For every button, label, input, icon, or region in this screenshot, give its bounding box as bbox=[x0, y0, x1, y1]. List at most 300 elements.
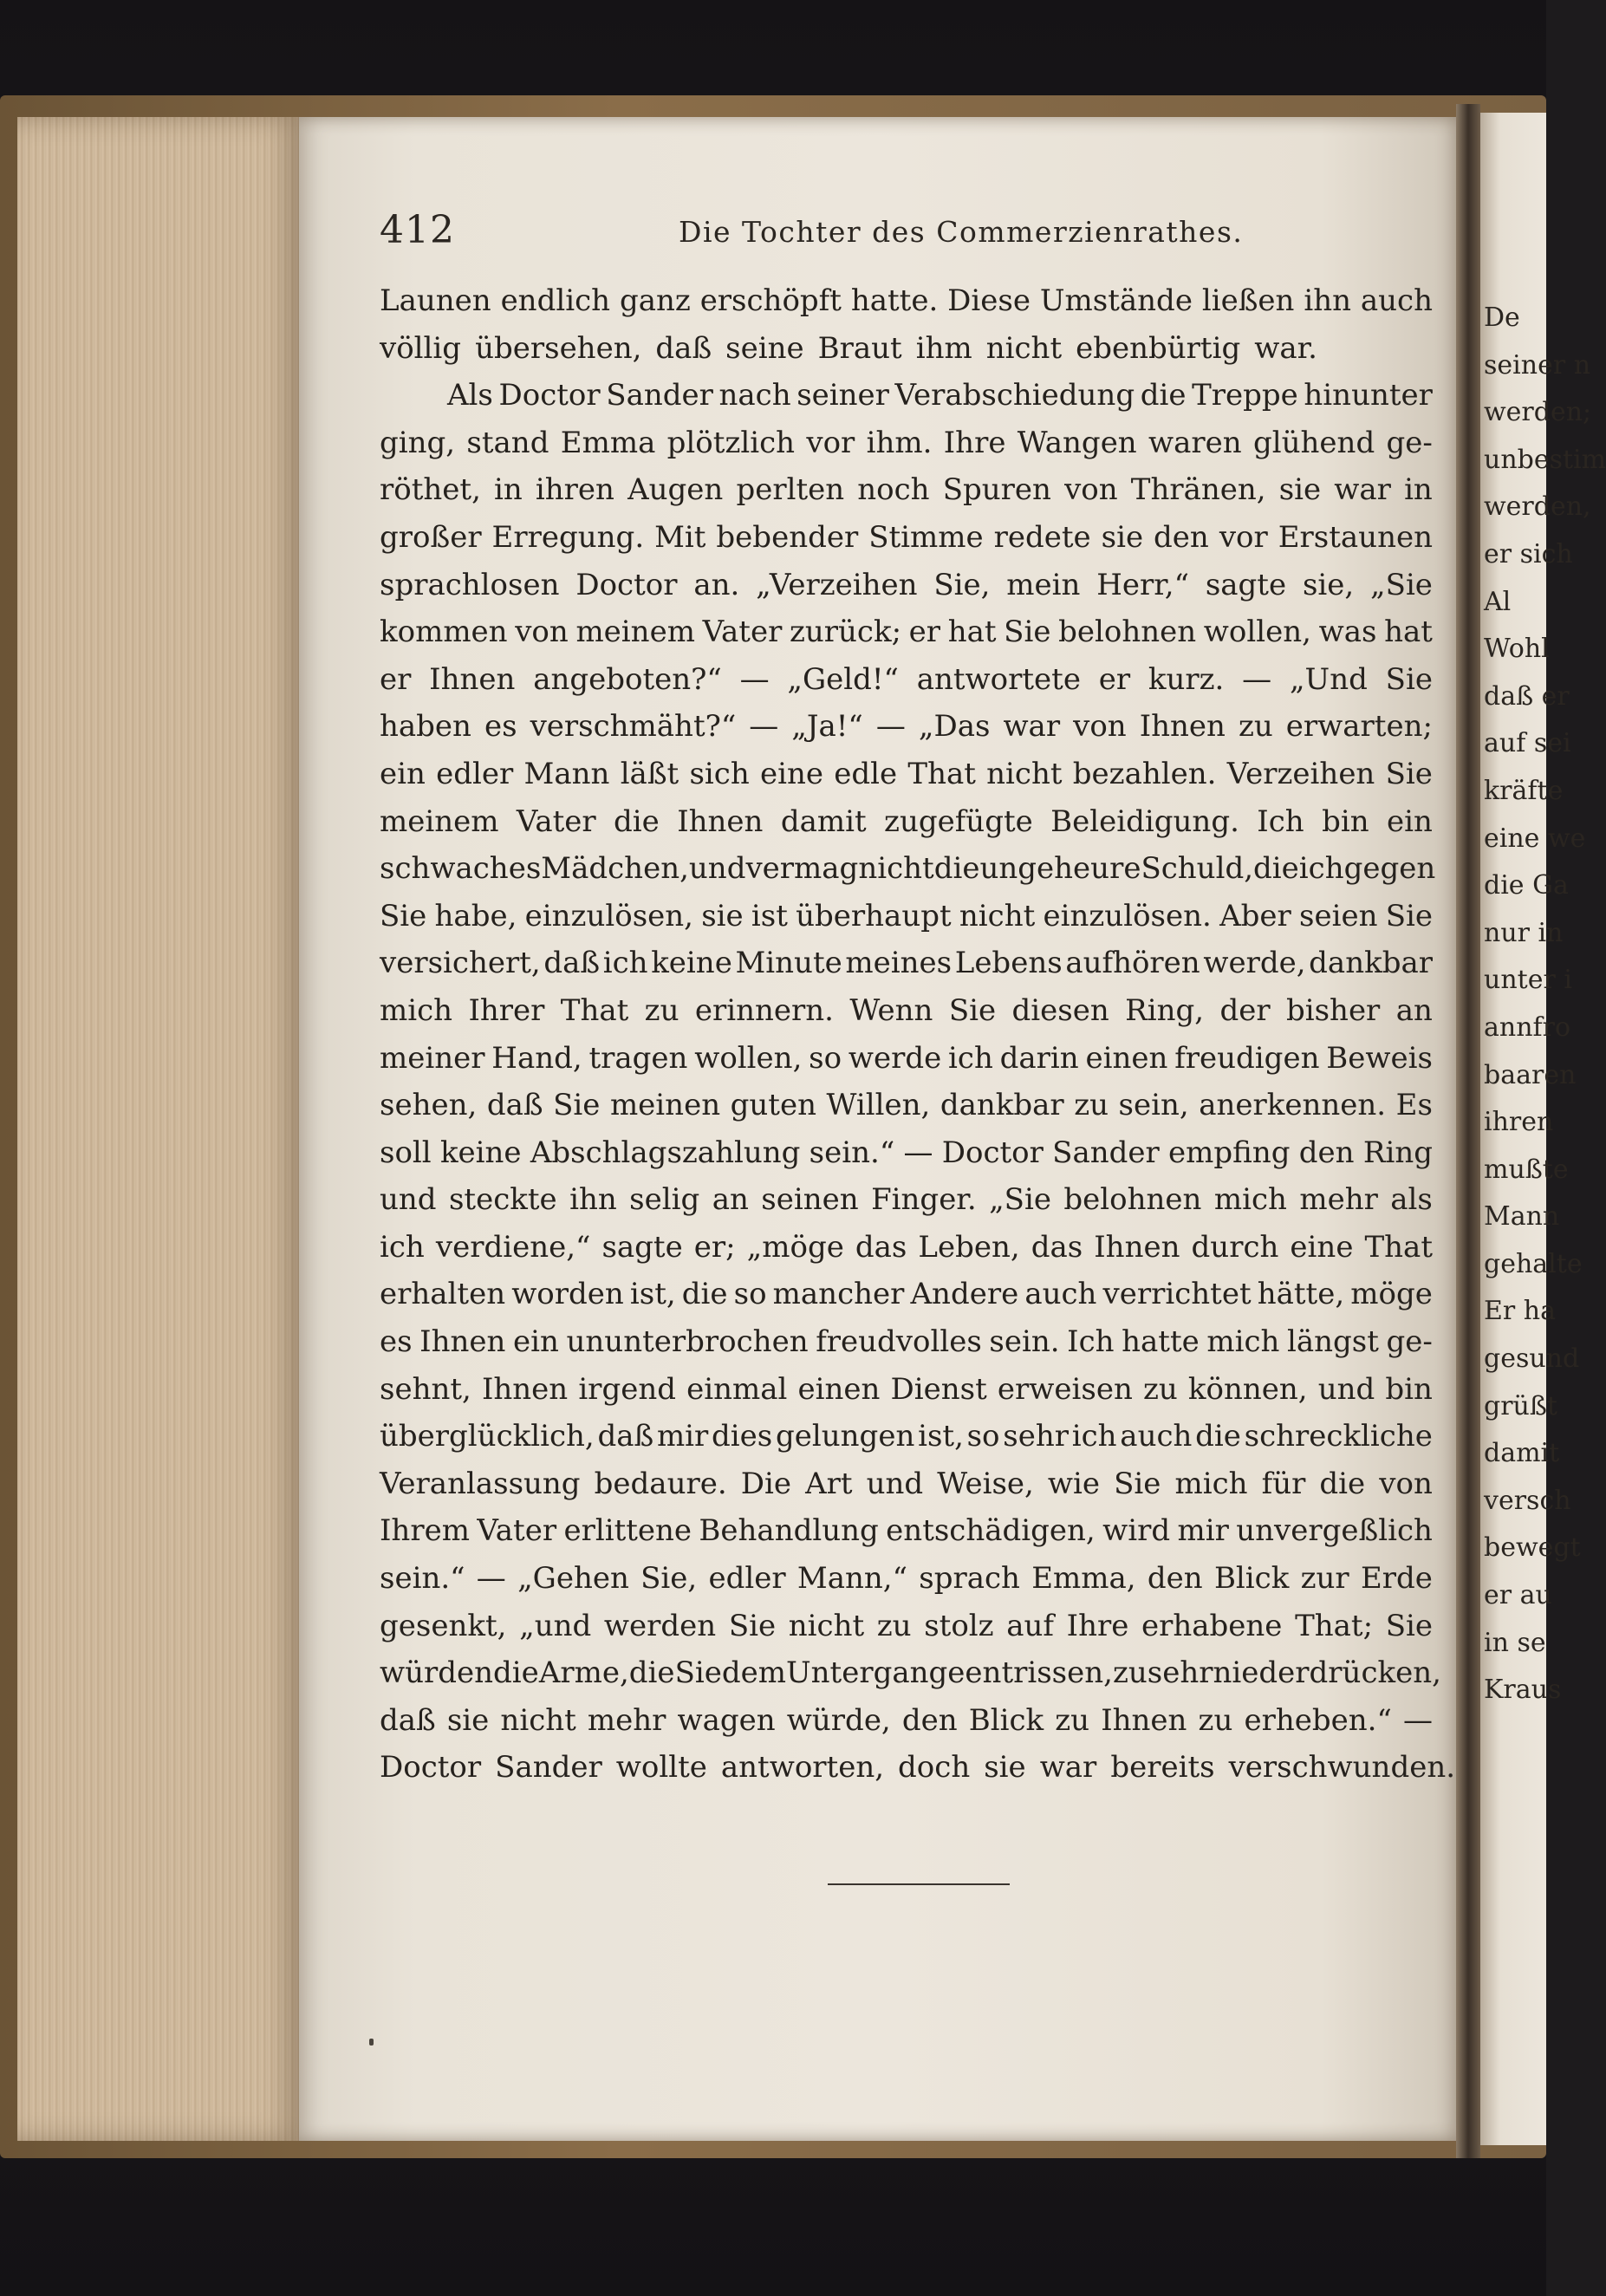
word: mir bbox=[1177, 1513, 1229, 1549]
word: erwarten; bbox=[1285, 709, 1433, 745]
word: Art bbox=[805, 1466, 853, 1501]
word: hatte bbox=[1122, 1324, 1200, 1360]
word: seiner bbox=[796, 378, 889, 413]
facing-page-fragment: seiner n bbox=[1484, 349, 1591, 380]
word: übersehen, bbox=[475, 330, 642, 366]
word: sehr bbox=[1003, 1419, 1069, 1454]
word: Umstände bbox=[1039, 283, 1193, 318]
word: Braut bbox=[817, 330, 902, 366]
text-line bbox=[380, 1603, 1433, 1650]
word: Emma bbox=[560, 425, 656, 460]
word: zugefügte bbox=[884, 803, 1033, 839]
text-line bbox=[380, 1035, 1433, 1083]
word: ist bbox=[751, 898, 788, 933]
word: kommen bbox=[380, 615, 508, 650]
text-line bbox=[380, 703, 1433, 751]
word: ununterbrochen bbox=[566, 1324, 809, 1360]
word: sein. bbox=[989, 1324, 1060, 1360]
word: eine bbox=[1290, 1229, 1354, 1265]
word: längst bbox=[1287, 1324, 1379, 1360]
word: eine bbox=[759, 756, 823, 791]
word: die bbox=[1140, 378, 1187, 413]
word: ist, bbox=[918, 1419, 964, 1454]
word: ich bbox=[602, 946, 648, 981]
word: zur bbox=[1300, 1561, 1349, 1597]
word: Diese bbox=[947, 283, 1031, 318]
word: stand bbox=[466, 425, 549, 460]
word: kurz. bbox=[1148, 661, 1225, 697]
word: erlittene bbox=[563, 1513, 692, 1549]
text-line bbox=[380, 798, 1433, 846]
word: That bbox=[907, 756, 976, 791]
word: dankbar bbox=[1309, 946, 1433, 981]
word: Ihnen bbox=[481, 1371, 569, 1407]
word: Augen bbox=[627, 472, 724, 508]
word: endlich bbox=[500, 283, 611, 318]
word: bezahlen. bbox=[1072, 756, 1217, 791]
facing-page-fragment: unter i bbox=[1484, 965, 1572, 996]
word: Sie bbox=[1004, 615, 1051, 650]
word: freudigen bbox=[1174, 1040, 1320, 1076]
word: ihn bbox=[569, 1182, 617, 1218]
word: daß bbox=[380, 1702, 436, 1738]
word: „Verzeihen bbox=[756, 567, 918, 602]
word: stolz bbox=[924, 1608, 994, 1643]
word: nicht bbox=[500, 1702, 576, 1738]
word: Schuld, bbox=[1141, 851, 1254, 887]
word: versichert, bbox=[380, 946, 541, 981]
word: bereits bbox=[1110, 1750, 1215, 1785]
word: daß bbox=[655, 330, 712, 366]
word: hat bbox=[1384, 615, 1433, 650]
word: schwaches bbox=[380, 851, 542, 887]
word: erheben.“ bbox=[1244, 1702, 1392, 1738]
word: würden bbox=[380, 1655, 494, 1691]
word: werde bbox=[848, 1040, 942, 1076]
word: mancher bbox=[772, 1277, 905, 1312]
text-line bbox=[380, 940, 1433, 987]
word: „und bbox=[519, 1608, 592, 1643]
word: werde, bbox=[1203, 946, 1306, 981]
word: That; bbox=[1295, 1608, 1374, 1643]
word: habe, bbox=[434, 898, 517, 933]
text-line bbox=[380, 325, 1433, 373]
facing-page-fragment: werden, bbox=[1484, 491, 1591, 523]
word: ge- bbox=[1386, 1324, 1433, 1360]
word: dies bbox=[712, 1419, 773, 1454]
word: erweisen bbox=[997, 1371, 1133, 1407]
facing-page-fragment: gehalte bbox=[1484, 1248, 1583, 1279]
word: zu bbox=[1112, 1655, 1148, 1691]
word: worden bbox=[511, 1277, 624, 1312]
word: meinem bbox=[380, 803, 499, 839]
word: daß bbox=[597, 1419, 654, 1454]
word: nicht bbox=[788, 1608, 865, 1643]
word: That bbox=[1364, 1229, 1433, 1265]
word: Ihnen bbox=[429, 661, 516, 697]
word: röthet, bbox=[380, 472, 481, 508]
word: bin bbox=[1385, 1371, 1433, 1407]
word: ließen bbox=[1201, 283, 1295, 318]
word: „Und bbox=[1289, 661, 1368, 697]
word: tragen bbox=[588, 1040, 688, 1076]
facing-page-fragment: bewegt bbox=[1484, 1532, 1581, 1564]
word: Finger. bbox=[871, 1182, 977, 1218]
word: Erregung. bbox=[491, 519, 645, 555]
word: ging, bbox=[380, 425, 456, 460]
word: von bbox=[1073, 709, 1127, 745]
word: Thränen, bbox=[1130, 472, 1266, 508]
word: freudvolles bbox=[816, 1324, 982, 1360]
word: Ring bbox=[1362, 1135, 1433, 1170]
word: Ihnen bbox=[419, 1324, 506, 1360]
word: war bbox=[1039, 1750, 1097, 1785]
text-line bbox=[380, 277, 1433, 325]
word: seine bbox=[725, 330, 804, 366]
paper-speck bbox=[369, 2039, 374, 2046]
word: an. bbox=[693, 567, 740, 602]
word: war bbox=[1003, 709, 1061, 745]
word: ein bbox=[1387, 803, 1433, 839]
word: das bbox=[1031, 1229, 1083, 1265]
word: überglücklich, bbox=[380, 1419, 595, 1454]
word: Sie, bbox=[640, 1561, 698, 1597]
text-line bbox=[380, 1224, 1433, 1272]
facing-page-fragment: gesund bbox=[1484, 1343, 1580, 1375]
word: Dienst bbox=[890, 1371, 987, 1407]
text-line bbox=[380, 372, 1433, 420]
text-line bbox=[380, 845, 1436, 893]
word: zu bbox=[876, 1608, 912, 1643]
word: erhabene bbox=[1141, 1608, 1283, 1643]
word: nicht bbox=[985, 330, 1063, 366]
word: meinen bbox=[609, 1088, 721, 1123]
word: von bbox=[1064, 472, 1118, 508]
word: ihm. bbox=[866, 425, 933, 460]
word: es bbox=[484, 709, 517, 745]
word: verrichtet bbox=[1102, 1277, 1252, 1312]
facing-page-fragment: grüßt bbox=[1484, 1390, 1557, 1421]
word: läßt bbox=[620, 756, 679, 791]
word: bisher bbox=[1285, 992, 1381, 1028]
word: „Gehen bbox=[517, 1561, 629, 1597]
facing-page-fragment: Wohl bbox=[1484, 634, 1550, 665]
word: zu bbox=[644, 992, 679, 1028]
running-head bbox=[380, 208, 1244, 260]
word: dankbar bbox=[940, 1088, 1064, 1123]
word: ganz bbox=[619, 283, 691, 318]
word: That bbox=[560, 992, 629, 1028]
text-line bbox=[380, 1460, 1433, 1508]
word: die bbox=[1195, 1419, 1241, 1454]
word: seinen bbox=[761, 1182, 859, 1218]
word: den bbox=[1298, 1135, 1355, 1170]
word: mein bbox=[1006, 567, 1081, 602]
text-line bbox=[380, 1176, 1433, 1224]
word: sie bbox=[446, 1702, 490, 1738]
word: er bbox=[380, 661, 412, 697]
word: sie bbox=[1278, 472, 1322, 508]
word: Veranlassung bbox=[380, 1466, 581, 1501]
word: hinunter bbox=[1304, 378, 1433, 413]
facing-page-fragment: Kraus bbox=[1484, 1675, 1562, 1706]
word: keine bbox=[439, 1135, 522, 1170]
word: redete bbox=[993, 519, 1091, 555]
word: hätte, bbox=[1257, 1277, 1345, 1312]
word: völlig bbox=[380, 330, 462, 366]
word: Mit bbox=[654, 519, 706, 555]
word: sein, bbox=[1118, 1088, 1189, 1123]
text-line bbox=[380, 420, 1433, 467]
word: Ihnen bbox=[1139, 709, 1226, 745]
word: Behandlung bbox=[699, 1513, 879, 1549]
word: und bbox=[688, 851, 746, 887]
word: die bbox=[1319, 1466, 1366, 1501]
word: Vater bbox=[702, 615, 783, 650]
word: so bbox=[966, 1419, 1000, 1454]
word: unvergeßlich bbox=[1236, 1513, 1433, 1549]
word: verschwunden. bbox=[1228, 1750, 1456, 1785]
word: Aber bbox=[1219, 898, 1291, 933]
word: auch bbox=[1360, 283, 1433, 318]
word: Vater bbox=[516, 803, 596, 839]
word: vor bbox=[1219, 519, 1268, 555]
word: die bbox=[614, 803, 660, 839]
facing-page-text bbox=[1484, 295, 1606, 1714]
word: ich bbox=[948, 1040, 993, 1076]
word: möge bbox=[1350, 1277, 1433, 1312]
text-line bbox=[380, 1555, 1433, 1603]
text-line bbox=[380, 608, 1433, 656]
word: der bbox=[1219, 992, 1271, 1028]
word: Ihrer bbox=[468, 992, 545, 1028]
word: Sie bbox=[553, 1088, 601, 1123]
word: „Geld!“ bbox=[787, 661, 899, 697]
word: sprachlosen bbox=[380, 567, 560, 602]
word: nach bbox=[718, 378, 791, 413]
word: so bbox=[809, 1040, 842, 1076]
word: entschädigen, bbox=[886, 1513, 1096, 1549]
text-line bbox=[380, 1649, 1441, 1697]
word: wie bbox=[1047, 1466, 1101, 1501]
word: nicht bbox=[986, 756, 1063, 791]
word: den bbox=[901, 1702, 958, 1738]
word: niederdrücken, bbox=[1213, 1655, 1441, 1691]
word: Ring, bbox=[1125, 992, 1205, 1028]
word: er; bbox=[693, 1229, 736, 1265]
word: gelungen bbox=[776, 1419, 915, 1454]
word: Mädchen, bbox=[541, 851, 689, 887]
word: ich bbox=[1071, 1419, 1117, 1454]
word: diesen bbox=[1011, 992, 1109, 1028]
word: als bbox=[1390, 1182, 1433, 1218]
word: hatte. bbox=[850, 283, 939, 318]
word: Mann,“ bbox=[796, 1561, 907, 1597]
word: Die bbox=[740, 1466, 791, 1501]
word: vor bbox=[806, 425, 855, 460]
word: zu bbox=[1142, 1371, 1178, 1407]
word: die bbox=[493, 1655, 539, 1691]
word: damit bbox=[780, 803, 867, 839]
word: für bbox=[1261, 1466, 1306, 1501]
facing-page-fragment: De bbox=[1484, 302, 1520, 333]
facing-page-fragment: unbestim bbox=[1484, 444, 1606, 475]
word: war bbox=[1334, 472, 1391, 508]
page-stack-left bbox=[17, 117, 303, 2141]
facing-page-fragment: in se bbox=[1484, 1627, 1546, 1658]
word: „Das bbox=[918, 709, 991, 745]
word: glühend bbox=[1253, 425, 1375, 460]
word: würde, bbox=[786, 1702, 891, 1738]
word: Sie bbox=[1385, 1608, 1433, 1643]
word: auf bbox=[1006, 1608, 1054, 1643]
word: hat bbox=[947, 615, 997, 650]
word: plötzlich bbox=[666, 425, 796, 460]
word: — bbox=[1402, 1702, 1433, 1738]
word: „Ja!“ bbox=[791, 709, 863, 745]
word: „Sie bbox=[989, 1182, 1051, 1218]
word: bedaure. bbox=[594, 1466, 727, 1501]
word: dem bbox=[721, 1655, 786, 1691]
word: mehr bbox=[587, 1702, 666, 1738]
word: Herr,“ bbox=[1096, 567, 1189, 602]
text-line bbox=[380, 514, 1433, 562]
word: und bbox=[380, 1182, 437, 1218]
word: antwortete bbox=[916, 661, 1081, 697]
word: — bbox=[1242, 661, 1272, 697]
text-line bbox=[380, 656, 1433, 704]
word: ihm bbox=[915, 330, 972, 366]
text-line bbox=[380, 1413, 1433, 1460]
word: — bbox=[903, 1135, 933, 1170]
word: wollen, bbox=[1203, 615, 1311, 650]
word: und bbox=[1317, 1371, 1375, 1407]
word: Ihrem bbox=[380, 1513, 470, 1549]
word: bin bbox=[1322, 803, 1369, 839]
word: sehnt, bbox=[380, 1371, 471, 1407]
word: sagte bbox=[1205, 567, 1287, 602]
word: guten bbox=[730, 1088, 816, 1123]
word: Sie bbox=[674, 1655, 722, 1691]
word: entrissen, bbox=[965, 1655, 1113, 1691]
word: ihn bbox=[1304, 283, 1351, 318]
word: aufhören bbox=[1065, 946, 1200, 981]
word: Stimme bbox=[868, 519, 984, 555]
book-gutter bbox=[1456, 104, 1480, 2158]
word: sie, bbox=[1302, 567, 1355, 602]
word: Leben, bbox=[918, 1229, 1020, 1265]
word: werden bbox=[603, 1608, 717, 1643]
facing-page-fragment: auf sei bbox=[1484, 728, 1571, 759]
word: Hand, bbox=[491, 1040, 582, 1076]
word: Blick bbox=[968, 1702, 1044, 1738]
word: waren bbox=[1148, 425, 1242, 460]
running-title: Die Tochter des Commerzienrathes. bbox=[679, 215, 1244, 249]
word: in bbox=[1404, 472, 1433, 508]
word: Sie bbox=[1114, 1466, 1161, 1501]
word: nicht bbox=[959, 898, 1036, 933]
word: Untergange bbox=[786, 1655, 966, 1691]
word: Arme, bbox=[538, 1655, 629, 1691]
facing-page-fragment: ihren bbox=[1484, 1107, 1554, 1138]
word: anerkennen. bbox=[1199, 1088, 1387, 1123]
word: verdiene,“ bbox=[435, 1229, 591, 1265]
word: Ihnen bbox=[677, 803, 764, 839]
word: edler bbox=[436, 756, 514, 791]
word: Doctor bbox=[941, 1135, 1044, 1170]
word: — bbox=[739, 661, 770, 697]
facing-page-fragment: annfro bbox=[1484, 1011, 1571, 1043]
word: Sie bbox=[1385, 756, 1433, 791]
word: Doctor bbox=[380, 1750, 482, 1785]
word: ich bbox=[1298, 851, 1344, 887]
text-line bbox=[380, 1318, 1433, 1366]
word: einzulösen, bbox=[524, 898, 693, 933]
word: Wangen bbox=[1017, 425, 1137, 460]
word: ist, bbox=[629, 1277, 676, 1312]
word: Beleidigung. bbox=[1050, 803, 1239, 839]
word: Minute bbox=[735, 946, 842, 981]
word: die bbox=[681, 1277, 728, 1312]
word: an bbox=[712, 1182, 749, 1218]
facing-page-fragment: daß er bbox=[1484, 680, 1570, 712]
word: sie bbox=[701, 898, 744, 933]
word: zurück; bbox=[789, 615, 902, 650]
word: auch bbox=[1120, 1419, 1193, 1454]
word: — bbox=[749, 709, 779, 745]
word: soll bbox=[380, 1135, 432, 1170]
word: edle bbox=[834, 756, 898, 791]
word: seien bbox=[1299, 898, 1378, 933]
word: Treppe bbox=[1192, 378, 1298, 413]
word: sich bbox=[689, 756, 750, 791]
word: Ich bbox=[1257, 803, 1304, 839]
word: Sie bbox=[728, 1608, 777, 1643]
word: empfing bbox=[1168, 1135, 1291, 1170]
word: von bbox=[1379, 1466, 1433, 1501]
word: sein.“ bbox=[380, 1561, 465, 1597]
facing-page-fragment: werden; bbox=[1484, 397, 1592, 428]
word: die bbox=[933, 851, 980, 887]
word: Spuren bbox=[942, 472, 1051, 508]
word: Beweis bbox=[1326, 1040, 1433, 1076]
text-line bbox=[380, 1744, 1456, 1792]
word: zu bbox=[1198, 1702, 1233, 1738]
word: selig bbox=[629, 1182, 700, 1218]
word: mir bbox=[656, 1419, 709, 1454]
word: das bbox=[855, 1229, 907, 1265]
word: gesenkt, bbox=[380, 1608, 507, 1643]
text-line bbox=[380, 987, 1433, 1035]
word: — bbox=[476, 1561, 506, 1597]
word: wagen bbox=[677, 1702, 776, 1738]
facing-page-fragment: kräfte bbox=[1484, 775, 1564, 806]
word: Verzeihen bbox=[1226, 756, 1375, 791]
word: Ihnen bbox=[1101, 1702, 1187, 1738]
word: „Sie bbox=[1370, 567, 1433, 602]
text-line bbox=[380, 751, 1433, 798]
word: sprach bbox=[919, 1561, 1020, 1597]
word: Launen bbox=[380, 283, 491, 318]
word: Sie bbox=[1385, 661, 1433, 697]
word: Erstaunen bbox=[1278, 519, 1433, 555]
word: überhaupt bbox=[796, 898, 952, 933]
word: Ihnen bbox=[1094, 1229, 1180, 1265]
word: auch bbox=[1024, 1277, 1097, 1312]
word: an bbox=[1395, 992, 1433, 1028]
word: daß bbox=[486, 1088, 543, 1123]
word: vermag bbox=[745, 851, 859, 887]
